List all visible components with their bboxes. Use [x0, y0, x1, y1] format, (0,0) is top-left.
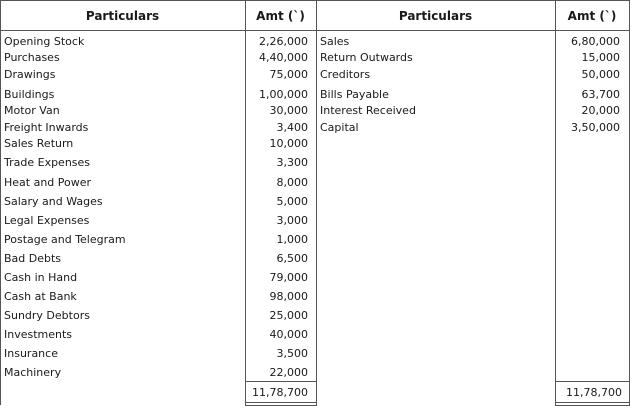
debit-amount: 30,000	[269, 104, 308, 117]
credit-label: Creditors	[320, 68, 371, 81]
debit-amount: 3,300	[276, 156, 308, 169]
col-border-left	[0, 0, 1, 405]
debit-label: Salary and Wages	[4, 195, 103, 208]
header-border	[0, 30, 630, 31]
credit-amount: 20,000	[581, 104, 620, 117]
credit-label: Bills Payable	[320, 88, 389, 101]
total-double-rule-left-1	[245, 402, 317, 403]
debit-amount: 8,000	[276, 176, 308, 189]
debit-label: Drawings	[4, 68, 56, 81]
credit-label: Sales	[320, 35, 350, 48]
debit-label: Trade Expenses	[4, 156, 91, 169]
credit-amount: 63,700	[581, 88, 620, 101]
debit-total: 11,78,700	[252, 386, 308, 399]
header-particulars-right: Particulars	[398, 9, 473, 23]
debit-amount: 1,00,000	[259, 88, 308, 101]
credit-label: Return Outwards	[320, 51, 413, 64]
debit-label: Legal Expenses	[4, 214, 90, 227]
credit-amount: 50,000	[581, 68, 620, 81]
credit-label: Capital	[320, 121, 359, 134]
debit-amount: 5,000	[276, 195, 308, 208]
debit-amount: 40,000	[269, 328, 308, 341]
debit-label: Opening Stock	[4, 35, 85, 48]
debit-amount: 3,400	[276, 121, 308, 134]
debit-amount: 3,000	[276, 214, 308, 227]
total-double-rule-right-1	[555, 402, 630, 403]
debit-label: Cash at Bank	[4, 290, 77, 303]
credit-amount: 6,80,000	[571, 35, 620, 48]
total-top-rule-left	[245, 381, 317, 382]
header-amount-left: Amt (`)	[256, 9, 305, 23]
debit-label: Bad Debts	[4, 252, 62, 265]
col-border-right	[629, 0, 630, 405]
total-double-rule-left-2	[245, 405, 317, 406]
credit-total: 11,78,700	[566, 386, 622, 399]
debit-label: Buildings	[4, 88, 55, 101]
debit-label: Sales Return	[4, 137, 74, 150]
col-border-2	[316, 0, 317, 405]
header-particulars-left: Particulars	[85, 9, 160, 23]
credit-amount: 15,000	[581, 51, 620, 64]
debit-label: Purchases	[4, 51, 60, 64]
debit-amount: 10,000	[269, 137, 308, 150]
debit-amount: 75,000	[269, 68, 308, 81]
total-top-rule-right	[555, 381, 630, 382]
debit-amount: 98,000	[269, 290, 308, 303]
top-border	[0, 0, 630, 1]
debit-label: Motor Van	[4, 104, 60, 117]
credit-amount: 3,50,000	[571, 121, 620, 134]
debit-label: Cash in Hand	[4, 271, 78, 284]
debit-label: Postage and Telegram	[4, 233, 126, 246]
credit-label: Interest Received	[320, 104, 416, 117]
debit-amount: 1,000	[276, 233, 308, 246]
debit-amount: 22,000	[269, 366, 308, 379]
debit-label: Sundry Debtors	[4, 309, 90, 322]
debit-amount: 6,500	[276, 252, 308, 265]
debit-label: Investments	[4, 328, 73, 341]
total-double-rule-right-2	[555, 405, 630, 406]
debit-label: Heat and Power	[4, 176, 92, 189]
debit-label: Insurance	[4, 347, 58, 360]
debit-label: Freight Inwards	[4, 121, 89, 134]
debit-amount: 4,40,000	[259, 51, 308, 64]
debit-amount: 2,26,000	[259, 35, 308, 48]
header-amount-right: Amt (`)	[567, 9, 617, 23]
debit-amount: 3,500	[276, 347, 308, 360]
debit-amount: 25,000	[269, 309, 308, 322]
debit-amount: 79,000	[269, 271, 308, 284]
debit-label: Machinery	[4, 366, 62, 379]
